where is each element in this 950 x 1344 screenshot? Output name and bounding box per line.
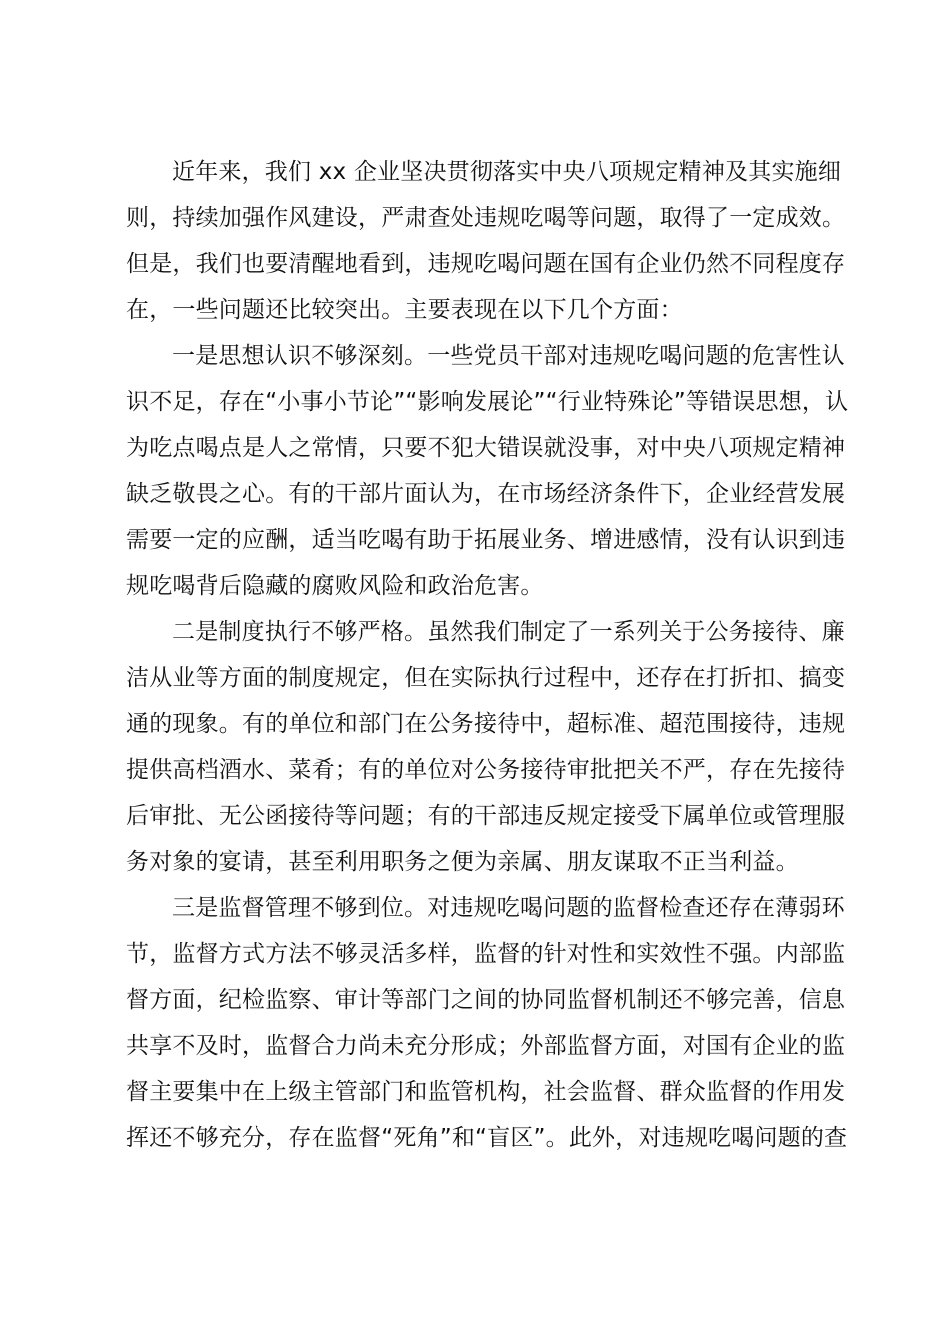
text-line: 挥还不够充分，存在监督“死角”和“盲区”。此外，对违规吃喝问题的查 <box>126 1125 848 1151</box>
text-line: 在，一些问题还比较突出。主要表现在以下几个方面： <box>126 297 683 323</box>
text-line: 督方面，纪检监察、审计等部门之间的协同监督机制还不够完善，信息 <box>126 987 846 1013</box>
document-body <box>126 149 849 1161</box>
text-line: 洁从业等方面的制度规定，但在实际执行过程中，还存在打折扣、搞变 <box>126 665 846 691</box>
text-line: 需要一定的应酬，适当吃喝有助于拓展业务、增进感情，没有认识到违 <box>126 527 846 553</box>
text-line: 三是监督管理不够到位。对违规吃喝问题的监督检查还存在薄弱环 <box>172 895 845 921</box>
text-line: 二是制度执行不够严格。虽然我们制定了一系列关于公务接待、廉 <box>172 619 845 645</box>
text-line: 后审批、无公函接待等问题；有的干部违反规定接受下属单位或管理服 <box>126 803 846 829</box>
paragraph-supervision <box>126 885 848 1161</box>
text-line: 则，持续加强作风建设，严肃查处违规吃喝等问题，取得了一定成效。 <box>126 205 846 231</box>
text-line: 识不足，存在“小事小节论”“影响发展论”“行业特殊论”等错误思想，认 <box>126 389 849 415</box>
text-line: 为吃点喝点是人之常情，只要不犯大错误就没事，对中央八项规定精神 <box>126 435 846 461</box>
paragraph-ideology <box>126 333 849 609</box>
paragraph-intro <box>126 149 846 333</box>
text-line: 通的现象。有的单位和部门在公务接待中，超标准、超范围接待，违规 <box>126 711 846 737</box>
text-line: 但是，我们也要清醒地看到，违规吃喝问题在国有企业仍然不同程度存 <box>126 251 846 277</box>
text-line: 督主要集中在上级主管部门和监管机构，社会监督、群众监督的作用发 <box>126 1079 846 1105</box>
text-line: 规吃喝背后隐藏的腐败风险和政治危害。 <box>126 573 544 599</box>
text-line: 一是思想认识不够深刻。一些党员干部对违规吃喝问题的危害性认 <box>172 343 845 369</box>
text-line: 提供高档酒水、菜肴；有的单位对公务接待审批把关不严，存在先接待 <box>126 757 846 783</box>
text-line: 缺乏敬畏之心。有的干部片面认为，在市场经济条件下，企业经营发展 <box>126 481 846 507</box>
text-line: 共享不及时，监督合力尚未充分形成；外部监督方面，对国有企业的监 <box>126 1033 846 1059</box>
paragraph-institution <box>126 609 846 885</box>
text-line: 近年来，我们 xx 企业坚决贯彻落实中央八项规定精神及其实施细 <box>172 159 842 185</box>
text-line: 节，监督方式方法不够灵活多样，监督的针对性和实效性不强。内部监 <box>126 941 846 967</box>
text-line: 务对象的宴请，甚至利用职务之便为亲属、朋友谋取不正当利益。 <box>126 849 799 875</box>
